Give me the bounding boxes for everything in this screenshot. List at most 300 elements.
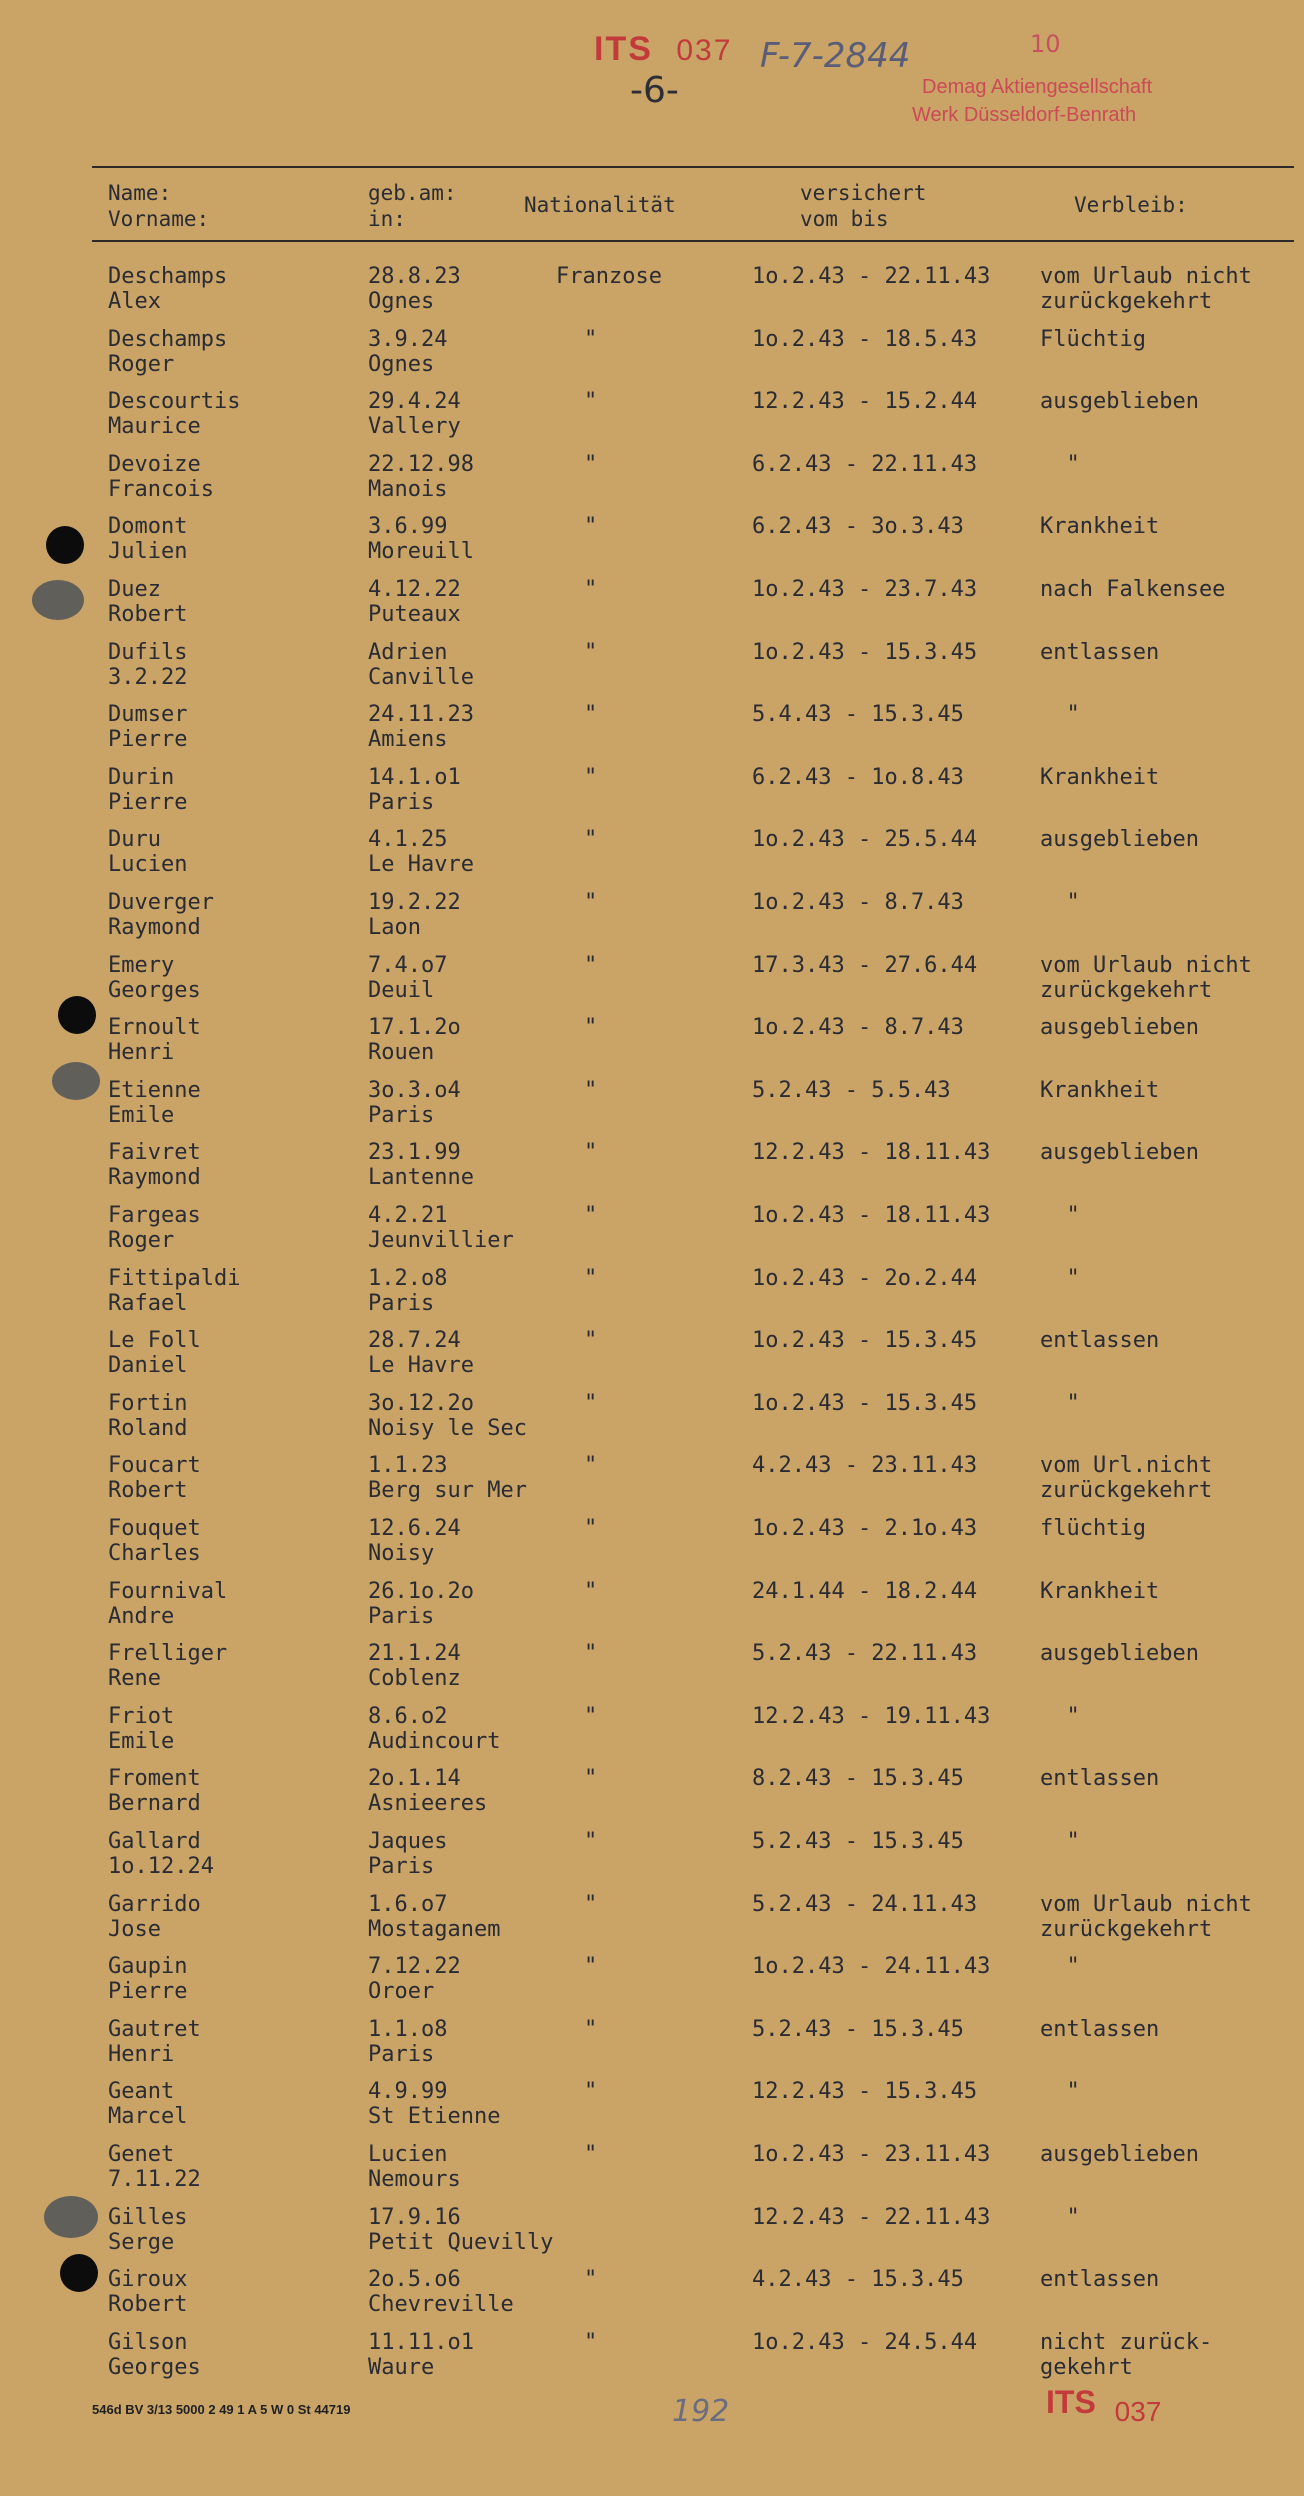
nationality-cell: " xyxy=(584,1766,598,1791)
whereabouts-cell: vom Urlaub nicht xyxy=(1040,264,1252,289)
forename-cell: Henri xyxy=(108,2042,175,2067)
birth-place-cell: Puteaux xyxy=(368,602,461,627)
birth-place-cell: Paris xyxy=(368,1604,435,1629)
table-row xyxy=(0,1015,1304,1077)
birth-place-cell: Amiens xyxy=(368,727,448,752)
birth-date-cell: Jaques xyxy=(368,1829,448,1854)
insured-period-cell: 1o.2.43 - 24.5.44 xyxy=(752,2330,978,2355)
birth-date-cell: 3o.12.2o xyxy=(368,1391,474,1416)
birth-date-cell: 4.1.25 xyxy=(368,827,448,852)
table-row xyxy=(0,327,1304,389)
forename-cell: Daniel xyxy=(108,1353,188,1378)
surname-cell: Foucart xyxy=(108,1453,201,1478)
forename-cell: Rafael xyxy=(108,1291,188,1316)
forename-cell: Roger xyxy=(108,1228,175,1253)
forename-cell: Pierre xyxy=(108,790,188,815)
nationality-cell: " xyxy=(584,1453,598,1478)
insured-period-cell: 5.2.43 - 5.5.43 xyxy=(752,1078,951,1103)
birth-date-cell: 4.12.22 xyxy=(368,577,461,602)
table-row xyxy=(0,264,1304,326)
insured-period-cell: 1o.2.43 - 15.3.45 xyxy=(752,1391,978,1416)
surname-cell: Duez xyxy=(108,577,161,602)
birth-place-cell: Noisy xyxy=(368,1541,435,1566)
forename-cell: Serge xyxy=(108,2230,175,2255)
table-row xyxy=(0,2330,1304,2392)
whereabouts-cell: Krankheit xyxy=(1040,1579,1160,1604)
whereabouts-cell: entlassen xyxy=(1040,640,1160,665)
header-top-rule xyxy=(92,166,1294,168)
insured-period-cell: 1o.2.43 - 18.11.43 xyxy=(752,1203,991,1228)
birth-place-cell: Rouen xyxy=(368,1040,435,1065)
nationality-cell: " xyxy=(584,1266,598,1291)
surname-cell: Fouquet xyxy=(108,1516,201,1541)
whereabouts-cell: vom Urlaub nicht xyxy=(1040,1892,1252,1917)
forename-cell: Robert xyxy=(108,602,188,627)
insured-period-cell: 5.2.43 - 15.3.45 xyxy=(752,1829,964,1854)
whereabouts-cell: entlassen xyxy=(1040,2267,1160,2292)
birth-date-cell: 17.1.2o xyxy=(368,1015,461,1040)
table-row xyxy=(0,1704,1304,1766)
nationality-cell: " xyxy=(584,514,598,539)
birth-place-cell: Berg sur Mer xyxy=(368,1478,527,1503)
insured-period-cell: 6.2.43 - 3o.3.43 xyxy=(752,514,964,539)
nationality-cell: " xyxy=(584,765,598,790)
table-row xyxy=(0,1579,1304,1641)
nationality-cell: " xyxy=(584,1579,598,1604)
whereabouts-cell: " xyxy=(1040,890,1080,915)
birth-place-cell: Paris xyxy=(368,1854,435,1879)
forename-cell: 1o.12.24 xyxy=(108,1854,214,1879)
forename-cell: 7.11.22 xyxy=(108,2167,201,2192)
red-numeral: 10 xyxy=(1030,30,1061,58)
birth-date-cell: 17.9.16 xyxy=(368,2205,461,2230)
surname-cell: Dumser xyxy=(108,702,188,727)
nationality-cell: " xyxy=(584,1704,598,1729)
table-row xyxy=(0,1453,1304,1515)
insured-period-cell: 4.2.43 - 23.11.43 xyxy=(752,1453,978,1478)
whereabouts-cell: " xyxy=(1040,702,1080,727)
ink-smudge xyxy=(32,580,84,620)
forename-cell: Andre xyxy=(108,1604,175,1629)
insured-period-cell: 12.2.43 - 15.3.45 xyxy=(752,2079,978,2104)
table-row xyxy=(0,2205,1304,2267)
birth-date-cell: 8.6.o2 xyxy=(368,1704,448,1729)
whereabouts-cell: " xyxy=(1040,452,1080,477)
insured-period-cell: 8.2.43 - 15.3.45 xyxy=(752,1766,964,1791)
table-row xyxy=(0,1516,1304,1578)
nationality-cell: " xyxy=(584,1391,598,1416)
table-row xyxy=(0,1328,1304,1390)
birth-place-cell: Coblenz xyxy=(368,1666,461,1691)
whereabouts-cell: ausgeblieben xyxy=(1040,1140,1199,1165)
surname-cell: Faivret xyxy=(108,1140,201,1165)
insured-period-cell: 1o.2.43 - 15.3.45 xyxy=(752,640,978,665)
birth-place-cell: Moreuill xyxy=(368,539,474,564)
col-name-heading xyxy=(108,180,209,232)
col-whereabouts-heading: Verbleib: xyxy=(1074,193,1188,217)
birth-date-cell: 12.6.24 xyxy=(368,1516,461,1541)
file-reference: F-7-2844 xyxy=(760,36,911,76)
page-number: -6- xyxy=(630,70,679,111)
its-label: ITS xyxy=(594,30,653,68)
whereabouts-cell: " xyxy=(1040,1954,1080,1979)
col-period-label: vom bis xyxy=(800,207,889,231)
whereabouts-cell: " xyxy=(1040,1391,1080,1416)
col-insured-label: versichert xyxy=(800,181,927,205)
surname-cell: Deschamps xyxy=(108,264,228,289)
table-row xyxy=(0,389,1304,451)
surname-cell: Froment xyxy=(108,1766,201,1791)
forename-cell: Georges xyxy=(108,978,201,1003)
forename-cell: Emile xyxy=(108,1103,175,1128)
birth-place-cell: Ognes xyxy=(368,289,435,314)
birth-date-cell: 3o.3.o4 xyxy=(368,1078,461,1103)
birth-date-cell: 19.2.22 xyxy=(368,890,461,915)
header-bottom-rule xyxy=(92,240,1294,242)
nationality-cell: " xyxy=(584,702,598,727)
company-stamp-line1: Demag Aktiengesellschaft xyxy=(922,76,1153,98)
col-insured-heading xyxy=(800,180,926,232)
table-row xyxy=(0,1203,1304,1265)
pencil-number: 192 xyxy=(672,2394,730,2429)
its-number: 037 xyxy=(1114,2396,1162,2427)
birth-place-cell: Deuil xyxy=(368,978,435,1003)
birth-place-cell: Petit Quevilly xyxy=(368,2230,554,2255)
birth-date-cell: 3.6.99 xyxy=(368,514,448,539)
birth-place-cell: Le Havre xyxy=(368,852,474,877)
whereabouts-cell: ausgeblieben xyxy=(1040,1015,1199,1040)
surname-cell: Duru xyxy=(108,827,161,852)
col-forename-label: Vorname: xyxy=(108,207,210,231)
surname-cell: Dufils xyxy=(108,640,188,665)
birth-date-cell: 11.11.o1 xyxy=(368,2330,474,2355)
forename-cell: Georges xyxy=(108,2355,201,2380)
whereabouts-cell: " xyxy=(1040,1266,1080,1291)
insured-period-cell: 1o.2.43 - 23.11.43 xyxy=(752,2142,991,2167)
surname-cell: Descourtis xyxy=(108,389,241,414)
birth-place-cell: Nemours xyxy=(368,2167,461,2192)
table-row xyxy=(0,2267,1304,2329)
birth-place-cell: Ognes xyxy=(368,352,435,377)
birth-date-cell: 24.11.23 xyxy=(368,702,474,727)
forename-cell: Robert xyxy=(108,1478,188,1503)
table-row xyxy=(0,702,1304,764)
whereabouts-cell: " xyxy=(1040,1203,1080,1228)
whereabouts-cell-line2: zurückgekehrt xyxy=(1040,978,1213,1003)
forename-cell: Roger xyxy=(108,352,175,377)
forename-cell: Alex xyxy=(108,289,161,314)
whereabouts-cell: " xyxy=(1040,1704,1080,1729)
birth-date-cell: 1.1.23 xyxy=(368,1453,448,1478)
col-name-label: Name: xyxy=(108,181,172,205)
whereabouts-cell: Krankheit xyxy=(1040,1078,1160,1103)
whereabouts-cell: Flüchtig xyxy=(1040,327,1146,352)
forename-cell: Raymond xyxy=(108,1165,201,1190)
insured-period-cell: 1o.2.43 - 8.7.43 xyxy=(752,890,964,915)
insured-period-cell: 1o.2.43 - 15.3.45 xyxy=(752,1328,978,1353)
insured-period-cell: 1o.2.43 - 22.11.43 xyxy=(752,264,991,289)
birth-date-cell: 1.2.o8 xyxy=(368,1266,448,1291)
forename-cell: Bernard xyxy=(108,1791,201,1816)
surname-cell: Deschamps xyxy=(108,327,228,352)
nationality-cell: " xyxy=(584,953,598,978)
ink-smudge xyxy=(52,1062,100,1100)
insured-period-cell: 6.2.43 - 1o.8.43 xyxy=(752,765,964,790)
nationality-cell: " xyxy=(584,2142,598,2167)
punch-hole xyxy=(58,996,96,1034)
its-label: ITS xyxy=(1046,2384,1096,2420)
birth-place-cell: Laon xyxy=(368,915,421,940)
insured-period-cell: 24.1.44 - 18.2.44 xyxy=(752,1579,978,1604)
forename-cell: Rene xyxy=(108,1666,161,1691)
birth-place-cell: Audincourt xyxy=(368,1729,501,1754)
birth-place-cell: Canville xyxy=(368,665,474,690)
birth-place-cell: Noisy le Sec xyxy=(368,1416,527,1441)
nationality-cell: " xyxy=(584,327,598,352)
table-row xyxy=(0,1829,1304,1891)
whereabouts-cell: nach Falkensee xyxy=(1040,577,1226,602)
insured-period-cell: 1o.2.43 - 18.5.43 xyxy=(752,327,978,352)
ink-smudge xyxy=(44,2196,98,2238)
whereabouts-cell: Krankheit xyxy=(1040,765,1160,790)
nationality-cell: " xyxy=(584,1954,598,1979)
birth-place-cell: Paris xyxy=(368,1103,435,1128)
insured-period-cell: 1o.2.43 - 2.1o.43 xyxy=(752,1516,978,1541)
surname-cell: Domont xyxy=(108,514,188,539)
birth-date-cell: Adrien xyxy=(368,640,448,665)
whereabouts-cell: Krankheit xyxy=(1040,514,1160,539)
forename-cell: Francois xyxy=(108,477,214,502)
table-row xyxy=(0,2079,1304,2141)
whereabouts-cell-line2: zurückgekehrt xyxy=(1040,289,1213,314)
punch-hole xyxy=(60,2254,98,2292)
surname-cell: Genet xyxy=(108,2142,175,2167)
whereabouts-cell: flüchtig xyxy=(1040,1516,1146,1541)
insured-period-cell: 1o.2.43 - 24.11.43 xyxy=(752,1954,991,1979)
its-number: 037 xyxy=(676,34,733,67)
birth-date-cell: 14.1.o1 xyxy=(368,765,461,790)
whereabouts-cell: entlassen xyxy=(1040,2017,1160,2042)
insured-period-cell: 1o.2.43 - 2o.2.44 xyxy=(752,1266,978,1291)
birth-date-cell: 28.7.24 xyxy=(368,1328,461,1353)
birth-date-cell: 26.1o.2o xyxy=(368,1579,474,1604)
surname-cell: Gilles xyxy=(108,2205,188,2230)
birth-place-cell: Mostaganem xyxy=(368,1917,501,1942)
surname-cell: Garrido xyxy=(108,1892,201,1917)
table-row xyxy=(0,1266,1304,1328)
nationality-cell: " xyxy=(584,890,598,915)
nationality-cell: " xyxy=(584,2017,598,2042)
forename-cell: Pierre xyxy=(108,1979,188,2004)
table-row xyxy=(0,1766,1304,1828)
whereabouts-cell: " xyxy=(1040,2205,1080,2230)
table-row xyxy=(0,890,1304,952)
forename-cell: Henri xyxy=(108,1040,175,1065)
surname-cell: Fargeas xyxy=(108,1203,201,1228)
insured-period-cell: 12.2.43 - 19.11.43 xyxy=(752,1704,991,1729)
surname-cell: Gallard xyxy=(108,1829,201,1854)
whereabouts-cell: vom Url.nicht xyxy=(1040,1453,1213,1478)
birth-date-cell: 4.9.99 xyxy=(368,2079,448,2104)
forename-cell: Robert xyxy=(108,2292,188,2317)
insured-period-cell: 5.2.43 - 22.11.43 xyxy=(752,1641,978,1666)
nationality-cell: " xyxy=(584,827,598,852)
surname-cell: Fittipaldi xyxy=(108,1266,241,1291)
birth-date-cell: 21.1.24 xyxy=(368,1641,461,1666)
whereabouts-cell: entlassen xyxy=(1040,1766,1160,1791)
surname-cell: Giroux xyxy=(108,2267,188,2292)
forename-cell: Lucien xyxy=(108,852,188,877)
birth-date-cell: 7.4.o7 xyxy=(368,953,448,978)
col-nationality-heading: Nationalität xyxy=(524,193,676,217)
nationality-cell: " xyxy=(584,1892,598,1917)
insured-period-cell: 1o.2.43 - 25.5.44 xyxy=(752,827,978,852)
whereabouts-cell: " xyxy=(1040,2079,1080,2104)
nationality-cell: " xyxy=(584,452,598,477)
birth-date-cell: Lucien xyxy=(368,2142,448,2167)
insured-period-cell: 17.3.43 - 27.6.44 xyxy=(752,953,978,978)
forename-cell: Raymond xyxy=(108,915,201,940)
birth-place-cell: Oroer xyxy=(368,1979,435,2004)
nationality-cell: " xyxy=(584,1641,598,1666)
forename-cell: Julien xyxy=(108,539,188,564)
birth-place-cell: Lantenne xyxy=(368,1165,474,1190)
whereabouts-cell: ausgeblieben xyxy=(1040,827,1199,852)
birth-place-cell: St Etienne xyxy=(368,2104,501,2129)
forename-cell: Jose xyxy=(108,1917,161,1942)
birth-date-cell: 22.12.98 xyxy=(368,452,474,477)
insured-period-cell: 12.2.43 - 22.11.43 xyxy=(752,2205,991,2230)
whereabouts-cell: ausgeblieben xyxy=(1040,2142,1199,2167)
insured-period-cell: 5.4.43 - 15.3.45 xyxy=(752,702,964,727)
whereabouts-cell: vom Urlaub nicht xyxy=(1040,953,1252,978)
nationality-cell: " xyxy=(584,2267,598,2292)
birth-place-cell: Vallery xyxy=(368,414,461,439)
its-stamp-top xyxy=(594,30,732,69)
nationality-cell: Franzose xyxy=(556,264,662,289)
nationality-cell: " xyxy=(584,1140,598,1165)
insured-period-cell: 1o.2.43 - 8.7.43 xyxy=(752,1015,964,1040)
table-row xyxy=(0,1954,1304,2016)
surname-cell: Durin xyxy=(108,765,175,790)
insured-period-cell: 12.2.43 - 18.11.43 xyxy=(752,1140,991,1165)
forename-cell: Charles xyxy=(108,1541,201,1566)
punch-hole xyxy=(46,526,84,564)
forename-cell: Pierre xyxy=(108,727,188,752)
surname-cell: Fortin xyxy=(108,1391,188,1416)
nationality-cell: " xyxy=(584,1078,598,1103)
nationality-cell: " xyxy=(584,2330,598,2355)
birth-date-cell: 1.6.o7 xyxy=(368,1892,448,1917)
birth-date-cell: 7.12.22 xyxy=(368,1954,461,1979)
birth-date-cell: 3.9.24 xyxy=(368,327,448,352)
insured-period-cell: 12.2.43 - 15.2.44 xyxy=(752,389,978,414)
table-row xyxy=(0,514,1304,576)
table-row xyxy=(0,452,1304,514)
insured-period-cell: 5.2.43 - 15.3.45 xyxy=(752,2017,964,2042)
surname-cell: Fournival xyxy=(108,1579,228,1604)
table-row xyxy=(0,1892,1304,1954)
table-row xyxy=(0,1641,1304,1703)
insured-period-cell: 6.2.43 - 22.11.43 xyxy=(752,452,978,477)
birth-place-cell: Le Havre xyxy=(368,1353,474,1378)
col-born-heading xyxy=(368,180,457,232)
whereabouts-cell-line2: zurückgekehrt xyxy=(1040,1917,1213,1942)
insured-period-cell: 5.2.43 - 24.11.43 xyxy=(752,1892,978,1917)
table-row xyxy=(0,827,1304,889)
whereabouts-cell: ausgeblieben xyxy=(1040,1641,1199,1666)
table-row xyxy=(0,640,1304,702)
col-place-label: in: xyxy=(368,207,406,231)
birth-place-cell: Chevreville xyxy=(368,2292,514,2317)
birth-place-cell: Waure xyxy=(368,2355,435,2380)
birth-place-cell: Paris xyxy=(368,1291,435,1316)
surname-cell: Etienne xyxy=(108,1078,201,1103)
table-row xyxy=(0,577,1304,639)
surname-cell: Devoize xyxy=(108,452,201,477)
table-row xyxy=(0,1391,1304,1453)
nationality-cell: " xyxy=(584,1203,598,1228)
forename-cell: Marcel xyxy=(108,2104,188,2129)
table-row xyxy=(0,765,1304,827)
forename-cell: Emile xyxy=(108,1729,175,1754)
nationality-cell: " xyxy=(584,1015,598,1040)
nationality-cell: " xyxy=(584,2079,598,2104)
nationality-cell: " xyxy=(584,1516,598,1541)
surname-cell: Duverger xyxy=(108,890,214,915)
whereabouts-cell: " xyxy=(1040,1829,1080,1854)
nationality-cell: " xyxy=(584,640,598,665)
surname-cell: Emery xyxy=(108,953,175,978)
surname-cell: Ernoult xyxy=(108,1015,201,1040)
surname-cell: Geant xyxy=(108,2079,175,2104)
surname-cell: Gaupin xyxy=(108,1954,188,1979)
insured-period-cell: 4.2.43 - 15.3.45 xyxy=(752,2267,964,2292)
birth-date-cell: 28.8.23 xyxy=(368,264,461,289)
whereabouts-cell-line2: zurückgekehrt xyxy=(1040,1478,1213,1503)
whereabouts-cell: entlassen xyxy=(1040,1328,1160,1353)
table-row xyxy=(0,1078,1304,1140)
birth-date-cell: 1.1.o8 xyxy=(368,2017,448,2042)
birth-place-cell: Manois xyxy=(368,477,448,502)
birth-date-cell: 2o.1.14 xyxy=(368,1766,461,1791)
birth-place-cell: Paris xyxy=(368,790,435,815)
nationality-cell: " xyxy=(584,389,598,414)
forename-cell: Maurice xyxy=(108,414,201,439)
surname-cell: Frelliger xyxy=(108,1641,228,1666)
surname-cell: Friot xyxy=(108,1704,175,1729)
form-code: 546d BV 3/13 5000 2 49 1 A 5 W 0 St 44719 xyxy=(92,2402,351,2417)
nationality-cell: " xyxy=(584,1829,598,1854)
nationality-cell: " xyxy=(584,577,598,602)
whereabouts-cell: ausgeblieben xyxy=(1040,389,1199,414)
company-stamp-line2: Werk Düsseldorf-Benrath xyxy=(912,104,1137,126)
table-row xyxy=(0,953,1304,1015)
birth-date-cell: 23.1.99 xyxy=(368,1140,461,1165)
nationality-cell: " xyxy=(584,1328,598,1353)
whereabouts-cell-line2: gekehrt xyxy=(1040,2355,1133,2380)
insured-period-cell: 1o.2.43 - 23.7.43 xyxy=(752,577,978,602)
table-row xyxy=(0,1140,1304,1202)
forename-cell: 3.2.22 xyxy=(108,665,188,690)
whereabouts-cell: nicht zurück- xyxy=(1040,2330,1213,2355)
birth-place-cell: Paris xyxy=(368,2042,435,2067)
col-born-label: geb.am: xyxy=(368,181,457,205)
forename-cell: Roland xyxy=(108,1416,188,1441)
its-stamp-bottom xyxy=(1046,2384,1162,2427)
table-row xyxy=(0,2017,1304,2079)
birth-place-cell: Jeunvillier xyxy=(368,1228,514,1253)
